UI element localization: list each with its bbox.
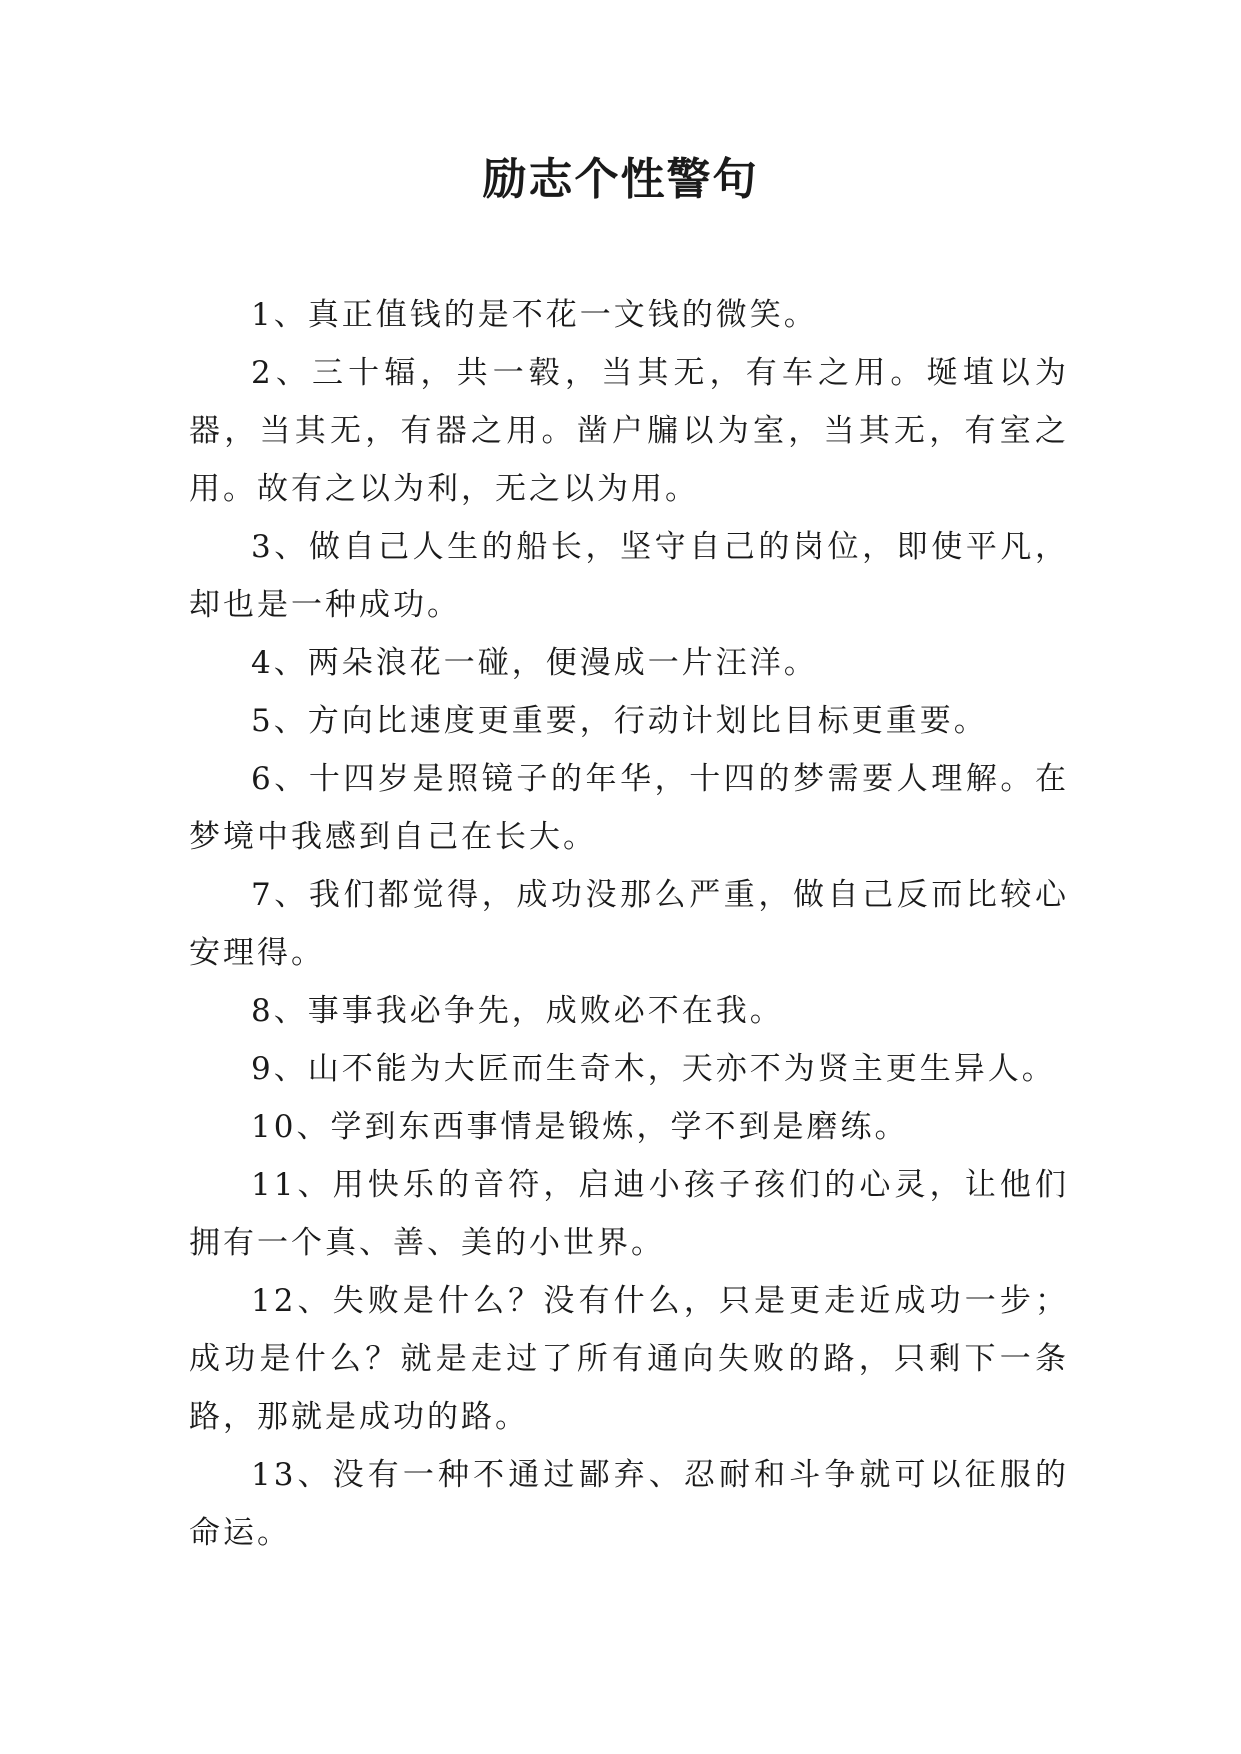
paragraph-1: 1、真正值钱的是不花一文钱的微笑。: [251, 297, 818, 333]
paragraph-4: 4、两朵浪花一碰，便漫成一片汪洋。: [251, 645, 818, 681]
paragraph-10: 10、学到东西事情是锻炼，学不到是磨练。: [251, 1109, 909, 1145]
paragraph-5: 5、方向比速度更重要，行动计划比目标更重要。: [251, 703, 988, 739]
paragraph-2: 2、三十辐，共一毂，当其无，有车之用。埏埴以为器，当其无，有器之用。凿户牖以为室，当其无，有室之用。故有之以为利，无之以为用。: [189, 355, 1069, 507]
page-title: 励志个性警句: [482, 154, 759, 205]
paragraph-7: 7、我们都觉得，成功没那么严重，做自己反而比较心安理得。: [189, 877, 1069, 971]
paragraph-13: 13、没有一种不通过鄙弃、忍耐和斗争就可以征服的命运。: [189, 1457, 1069, 1551]
paragraph-11: 11、用快乐的音符，启迪小孩子孩们的心灵，让他们拥有一个真、善、美的小世界。: [189, 1167, 1069, 1261]
paragraph-8: 8、事事我必争先，成败必不在我。: [251, 993, 784, 1029]
paragraph-6: 6、十四岁是照镜子的年华，十四的梦需要人理解。在梦境中我感到自己在长大。: [189, 761, 1069, 855]
paragraph-12: 12、失败是什么？没有什么，只是更走近成功一步；成功是什么？就是走过了所有通向失败的路，只剩下一条路，那就是成功的路。: [189, 1283, 1069, 1435]
document-body: [189, 286, 1069, 1562]
paragraph-3: 3、做自己人生的船长，坚守自己的岗位，即使平凡，却也是一种成功。: [189, 529, 1069, 623]
paragraph-9: 9、山不能为大匠而生奇木，天亦不为贤主更生异人。: [251, 1051, 1056, 1087]
